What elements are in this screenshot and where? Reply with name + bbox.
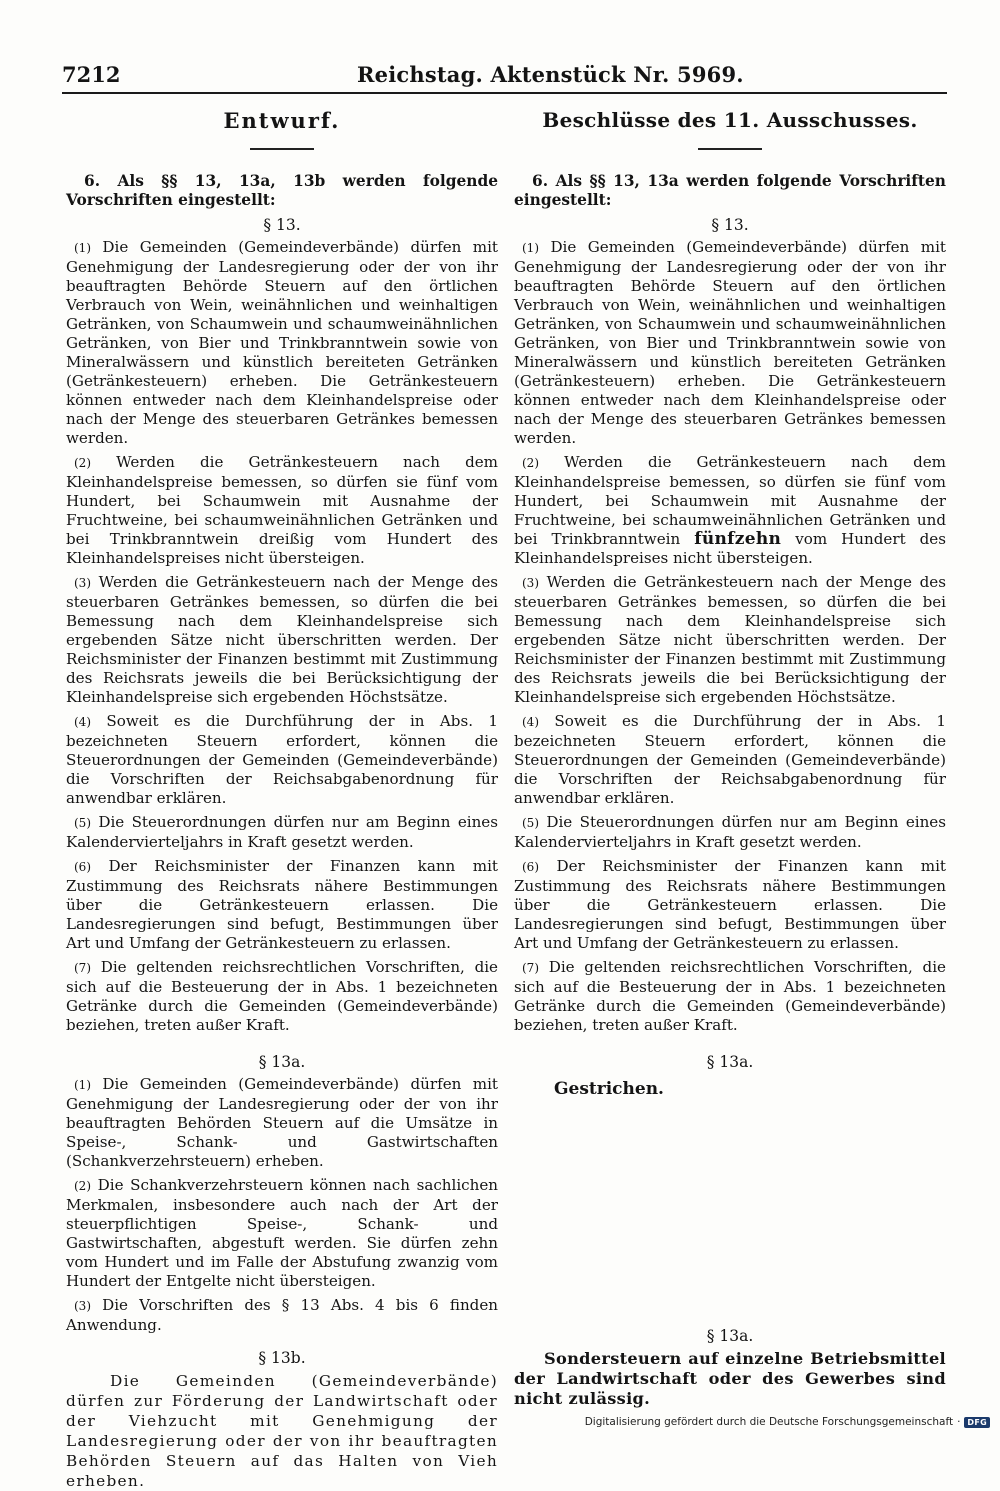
left-sec13a-body bbox=[66, 1075, 498, 1335]
running-head: Reichstag. Aktenstück Nr. 5969. bbox=[357, 62, 744, 87]
left-sec13-para-7 bbox=[66, 958, 498, 1035]
para-number: (2) bbox=[522, 456, 539, 470]
para-number: (7) bbox=[522, 961, 539, 975]
right-column-committee bbox=[514, 108, 946, 1409]
amended-word: fünfzehn bbox=[694, 529, 782, 549]
right-sec13-para-5 bbox=[514, 813, 946, 852]
left-column-draft bbox=[66, 108, 498, 1491]
left-sec13-para-2 bbox=[66, 453, 498, 568]
left-sec13-mark: § 13. bbox=[263, 216, 301, 234]
para-text: Werden die Getränkesteuern nach dem Kleinhandelspreise bemessen, so dürfen sie fünf vom Hundert, bei Schaumwein mit Ausnahme der Fruchtweine, bei schaumweinähnlichen Getränken und bei Trinkbranntwein dreißig vom Hundert des Kleinhandelspreises nicht übersteigen. bbox=[66, 453, 498, 567]
para-text: Werden die Getränkesteuern nach der Menge des steuerbaren Getränkes bemessen, so dürfen die bei Bemessung nach dem Kleinhandelspreise sich ergebenden Sätze nicht überschritten werden. Der Reichsminister der Finanzen bestimmt mit Zustimmung des Reichsrats jeweils die bei Berücksichtigung der Kleinhandelspreise sich ergebenden Höchstsätze. bbox=[514, 573, 946, 706]
para-number: (3) bbox=[74, 576, 91, 590]
right-sec13a-mark: § 13a. bbox=[706, 1053, 754, 1071]
right-column-heading: Beschlüsse des 11. Ausschusses. bbox=[542, 108, 918, 132]
para-number: (2) bbox=[74, 456, 91, 470]
para-text: Soweit es die Durchführung der in Abs. 1 bezeichneten Steuern erfordert, können die Steuerordnungen der Gemeinden (Gemeindeverbände) die Vorschriften der Reichsabgabenordnung für anwendbar erklären. bbox=[66, 712, 498, 807]
para-text: vom Hundert des Kleinhandelspreises nicht übersteigen. bbox=[514, 530, 946, 567]
para-text: Die Steuerordnungen dürfen nur am Beginn eines Kalendervierteljahrs in Kraft gesetzt werden. bbox=[514, 813, 946, 851]
para-number: (3) bbox=[74, 1299, 91, 1313]
para-number: (3) bbox=[522, 576, 539, 590]
left-sec13-para-4 bbox=[66, 712, 498, 808]
para-text: Die Steuerordnungen dürfen nur am Beginn eines Kalendervierteljahrs in Kraft gesetzt werden. bbox=[66, 813, 498, 851]
left-sec13-para-6 bbox=[66, 857, 498, 953]
right-sec13-para-7 bbox=[514, 958, 946, 1035]
page-number: 7212 bbox=[62, 62, 121, 87]
left-sec13a-para-2 bbox=[66, 1176, 498, 1291]
left-sec13-para-3 bbox=[66, 573, 498, 707]
para-number: (1) bbox=[74, 1078, 91, 1092]
left-sec13b-text: Die Gemeinden (Gemeindeverbände) dürfen zur Förderung der Landwirtschaft oder der Viehzucht mit Genehmigung der Landesregierung oder der von ihr beauftragten Behörden Steuern auf das Halten von Vieh erheben. bbox=[66, 1372, 498, 1490]
para-text: Die Gemeinden (Gemeindeverbände) dürfen mit Genehmigung der Landesregierung oder der von ihr beauftragten Behörden Steuern auf die Umsätze in Speise-, Schank- und Gastwirtschaften (Schankverzehrsteuern) erheben. bbox=[66, 1075, 498, 1170]
para-number: (2) bbox=[74, 1179, 91, 1193]
para-text: Der Reichsminister der Finanzen kann mit Zustimmung des Reichsrats nähere Bestimmungen über die Getränkesteuern erlassen. Die Landesregierungen sind befugt, Bestimmungen über Art und Umfang der Getränkesteuern zu erlassen. bbox=[514, 857, 946, 952]
digitization-footer bbox=[585, 1416, 990, 1428]
left-column-heading: Entwurf. bbox=[223, 108, 341, 133]
para-text: Die Vorschriften des § 13 Abs. 4 bis 6 finden Anwendung. bbox=[66, 1296, 498, 1334]
left-sec13-body bbox=[66, 238, 498, 1035]
right-sec13-mark: § 13. bbox=[711, 216, 749, 234]
gestrichen-note: Gestrichen. bbox=[554, 1079, 664, 1099]
left-intro: 6. Als §§ 13, 13a, 13b werden folgende Vorschriften eingestellt: bbox=[66, 172, 498, 209]
right-sec13-para-4 bbox=[514, 712, 946, 808]
para-number: (1) bbox=[74, 241, 91, 255]
para-text: Die Gemeinden (Gemeindeverbände) dürfen mit Genehmigung der Landesregierung oder der von ihr beauftragten Behörde Steuern auf den örtlichen Verbrauch von Wein, weinähnlichen und weinhaltigen Getränken, von Schaumwein und schaumweinähnlichen Getränken, von Bier und Trinkbranntwein sowie von Mineralwässern und künstlich bereiteten Getränken (Getränkesteuern) erheben. Die Getränkesteuern können entweder nach dem Kleinhandelspreise oder nach der Menge des steuerbaren Getränkes bemessen werden. bbox=[514, 238, 946, 447]
para-text: Die geltenden reichsrechtlichen Vorschriften, die sich auf die Besteuerung der in Abs. 1 bezeichneten Getränke durch die Gemeinden (Gemeindeverbände) beziehen, treten außer Kraft. bbox=[514, 958, 946, 1034]
left-sec13-para-5 bbox=[66, 813, 498, 852]
right-intro: 6. Als §§ 13, 13a werden folgende Vorschriften eingestellt: bbox=[514, 172, 946, 209]
para-number: (7) bbox=[74, 961, 91, 975]
right-heading-rule bbox=[698, 148, 762, 150]
para-number: (1) bbox=[522, 241, 539, 255]
right-sec13-para-6 bbox=[514, 857, 946, 953]
para-number: (6) bbox=[74, 860, 91, 874]
para-text: Werden die Getränkesteuern nach dem Kleinhandelspreise bemessen, so dürfen sie fünf vom Hundert, bei Schaumwein mit Ausnahme der Fruchtweine, bei schaumweinähnlichen Getränken und bei Trinkbranntwein bbox=[514, 453, 946, 548]
para-text: Die Gemeinden (Gemeindeverbände) dürfen mit Genehmigung der Landesregierung oder der von ihr beauftragten Behörde Steuern auf den örtlichen Verbrauch von Wein, weinähnlichen und weinhaltigen Getränken, von Schaumwein und schaumweinähnlichen Getränken, von Bier und Trinkbranntwein sowie von Mineralwässern und künstlich bereiteten Getränken (Getränkesteuern) erheben. Die Getränkesteuern können entweder nach dem Kleinhandelspreise oder nach der Menge des steuerbaren Getränkes bemessen werden. bbox=[66, 238, 498, 447]
left-sec13a-para-3 bbox=[66, 1296, 498, 1335]
para-text: Die geltenden reichsrechtlichen Vorschriften, die sich auf die Besteuerung der in Abs. 1 bezeichneten Getränke durch die Gemeinden (Gemeindeverbände) beziehen, treten außer Kraft. bbox=[66, 958, 498, 1034]
para-number: (6) bbox=[522, 860, 539, 874]
para-text: Der Reichsminister der Finanzen kann mit Zustimmung des Reichsrats nähere Bestimmungen über die Getränkesteuern erlassen. Die Landesregierungen sind befugt, Bestimmungen über Art und Umfang der Getränkesteuern zu erlassen. bbox=[66, 857, 498, 952]
dfg-logo-icon: DFG bbox=[964, 1417, 990, 1428]
left-sec13a-mark: § 13a. bbox=[258, 1053, 306, 1071]
para-number: (5) bbox=[522, 816, 539, 830]
left-heading-rule bbox=[250, 148, 314, 150]
para-text: Werden die Getränkesteuern nach der Menge des steuerbaren Getränkes bemessen, so dürfen die bei Bemessung nach dem Kleinhandelspreise sich ergebenden Sätze nicht überschritten werden. Der Reichsminister der Finanzen bestimmt mit Zustimmung des Reichsrats jeweils die bei Berücksichtigung der Kleinhandelspreise sich ergebenden Höchstsätze. bbox=[66, 573, 498, 706]
left-sec13-para-1 bbox=[66, 238, 498, 448]
right-sec13-para-1 bbox=[514, 238, 946, 448]
para-number: (4) bbox=[74, 715, 91, 729]
para-number: (4) bbox=[522, 715, 539, 729]
footer-text: Digitalisierung gefördert durch die Deutsche Forschungsgemeinschaft bbox=[584, 1416, 954, 1428]
page-header bbox=[62, 62, 942, 88]
right-sec13-para-3 bbox=[514, 573, 946, 707]
para-text: Die Schankverzehrsteuern können nach sachlichen Merkmalen, insbesondere auch nach der Art der steuerpflichtigen Speise-, Schank- und Gastwirtschaften, abgestuft werden. Sie dürfen zehn vom Hundert und im Falle der Abstufung zwanzig vom Hundert der Entgelte nicht übersteigen. bbox=[66, 1176, 498, 1290]
para-number: (5) bbox=[74, 816, 91, 830]
right-sec13a-new-mark: § 13a. bbox=[706, 1327, 754, 1345]
para-text: Soweit es die Durchführung der in Abs. 1 bezeichneten Steuern erfordert, können die Steuerordnungen der Gemeinden (Gemeindeverbände) die Vorschriften der Reichsabgabenordnung für anwendbar erklären. bbox=[514, 712, 946, 807]
right-sec13-para-2 bbox=[514, 453, 946, 568]
left-sec13a-para-1 bbox=[66, 1075, 498, 1171]
right-sec13a-new-text: Sondersteuern auf einzelne Betriebsmittel der Landwirtschaft oder des Gewerbes sind nicht zulässig. bbox=[514, 1349, 946, 1408]
header-rule bbox=[62, 92, 947, 94]
footer-separator: · bbox=[957, 1416, 961, 1428]
left-sec13b-mark: § 13b. bbox=[258, 1349, 306, 1367]
